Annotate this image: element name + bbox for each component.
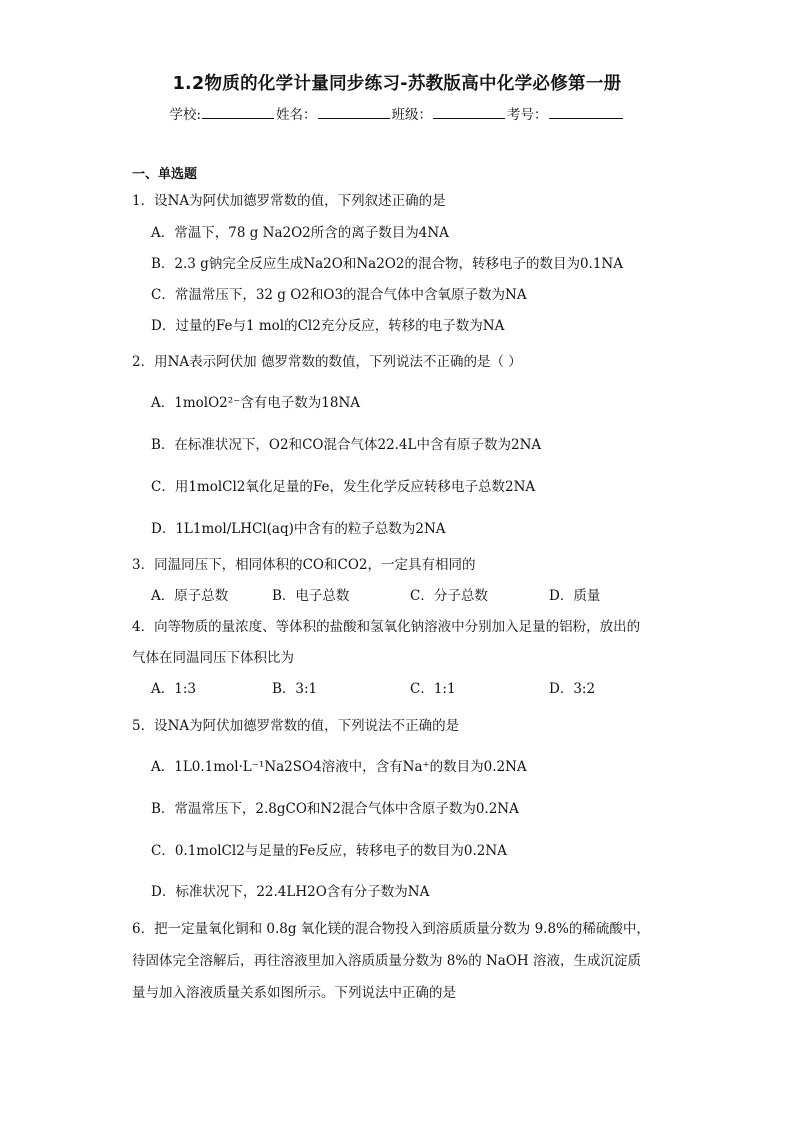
page-title: 1.2物质的化学计量同步练习-苏教版高中化学必修第一册 [172, 74, 622, 94]
question-2-option-b[interactable]: B．在标准状况下，O2和CO混合气体22.4L中含有原子数为2NA [151, 437, 542, 453]
question-6-stem: 6．把一定量氧化铜和 0.8g 氧化镁的混合物投入到溶质质量分数为 9.8%的稀硫酸中， [132, 921, 650, 937]
question-2-option-d[interactable]: D．1L1mol/LHCl(aq)中含有的粒子总数为2NA [151, 521, 446, 537]
name-label: 姓名： [276, 107, 317, 123]
student-info-row [0, 103, 794, 123]
number-blank[interactable] [549, 106, 623, 119]
number-label: 考号： [507, 107, 548, 123]
question-4-option-a[interactable]: A．1:3 [151, 681, 196, 697]
question-4-option-b[interactable]: B．3:1 [272, 681, 318, 697]
question-1-option-a[interactable]: A．常温下，78 g Na2O2所含的离子数目为4NA [151, 225, 449, 241]
question-2-option-a[interactable]: A．1molO2²⁻含有电子数为18NA [151, 395, 361, 411]
school-label: 学校: [169, 107, 202, 123]
question-4-stem-cont: 气体在同温同压下体积比为 [132, 650, 294, 666]
question-4-stem: 4．向等物质的量浓度、等体积的盐酸和氢氧化钠溶液中分别加入足量的铝粉，放出的 [132, 619, 641, 635]
name-blank[interactable] [318, 106, 390, 119]
question-4-option-c[interactable]: C．1:1 [410, 681, 456, 697]
question-1-stem: 1．设NA为阿伏加德罗常数的值，下列叙述正确的是 [132, 193, 446, 209]
question-3-option-c[interactable]: C．分子总数 [410, 588, 488, 604]
school-blank[interactable] [202, 106, 274, 119]
class-label: 班级： [391, 107, 433, 123]
question-5-option-a[interactable]: A．1L0.1mol·L⁻¹Na2SO4溶液中，含有Na⁺的数目为0.2NA [151, 759, 527, 775]
question-3-stem: 3．同温同压下，相同体积的CO和CO2，一定具有相同的 [132, 557, 476, 573]
question-5-stem: 5．设NA为阿伏加德罗常数的值，下列说法不正确的是 [132, 718, 460, 734]
question-6-stem-cont: 待固体完全溶解后，再往溶液里加入溶质质量分数为 8%的 NaOH 溶液，生成沉淀质 [132, 953, 641, 969]
question-2-option-c[interactable]: C．用1molCl2氧化足量的Fe，发生化学反应转移电子总数2NA [151, 479, 536, 495]
question-2-stem: 2．用NA表示阿伏加 德罗常数的数值，下列说法不正确的是（ ） [132, 354, 522, 370]
question-4-option-d[interactable]: D．3:2 [549, 681, 596, 697]
class-blank[interactable] [433, 106, 505, 119]
question-5-option-b[interactable]: B．常温常压下，2.8gCO和N2混合气体中含原子数为0.2NA [151, 801, 519, 817]
section-heading: 一、单选题 [132, 167, 198, 182]
question-1-option-b[interactable]: B．2.3 g钠完全反应生成Na2O和Na2O2的混合物，转移电子的数目为0.1NA [151, 256, 623, 272]
question-5-option-d[interactable]: D．标准状况下，22.4LH2O含有分子数为NA [151, 884, 430, 900]
question-1-option-d[interactable]: D．过量的Fe与1 mol的Cl2充分反应，转移的电子数为NA [151, 318, 505, 334]
question-3-option-d[interactable]: D．质量 [549, 588, 601, 604]
question-5-option-c[interactable]: C．0.1molCl2与足量的Fe反应，转移电子的数目为0.2NA [151, 843, 507, 859]
question-3-option-b[interactable]: B．电子总数 [272, 588, 350, 604]
question-1-option-c[interactable]: C．常温常压下，32 g O2和O3的混合气体中含氧原子数为NA [151, 287, 527, 303]
question-3-option-a[interactable]: A．原子总数 [151, 588, 229, 604]
question-6-stem-cont-2: 量与加入溶液质量关系如图所示。下列说法中正确的是 [132, 985, 456, 1001]
